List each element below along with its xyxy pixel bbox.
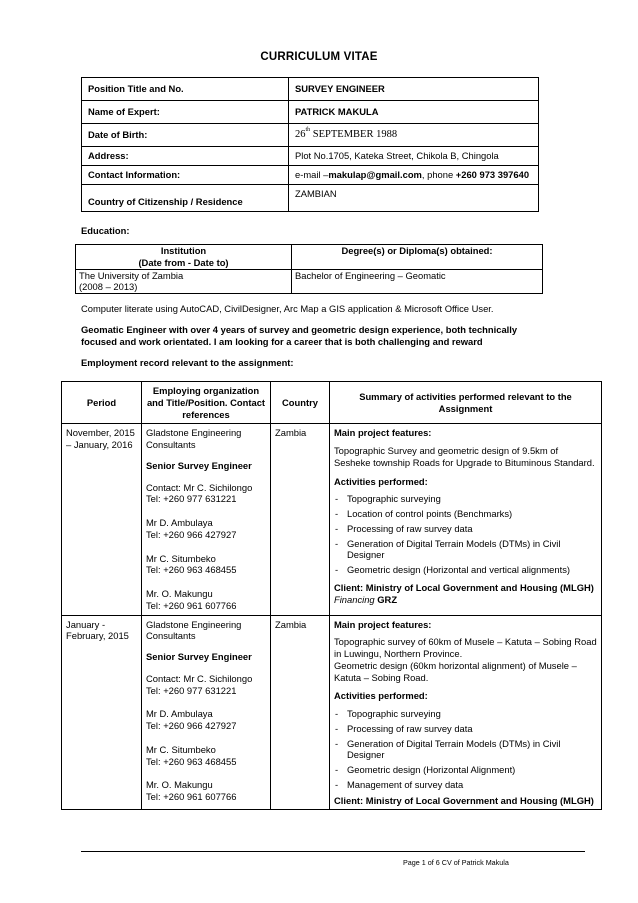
header-organization: Employing organization and Title/Position. Contact references xyxy=(142,382,271,424)
activity-item: - Processing of raw survey data xyxy=(334,723,597,735)
contact-reference xyxy=(146,744,266,768)
education-label: Education: xyxy=(81,225,130,236)
page-footer: Page 1 of 6 CV of Patrick Makula xyxy=(403,858,509,867)
employment-row xyxy=(62,615,602,810)
personal-info-table xyxy=(81,77,539,212)
contact-name: Contact: Mr C. Sichilongo xyxy=(146,481,253,493)
contact-name: Mr. O. Makungu xyxy=(146,779,213,791)
dob-day: 26 xyxy=(295,129,306,141)
activities-label: Activities performed: xyxy=(334,690,428,702)
feature-text: Topographic Survey and geometric design of 9.5km of Sesheke township Roads for Upgrade to Bituminous Standard. xyxy=(334,445,595,468)
contact-name: Mr. O. Makungu xyxy=(146,588,213,599)
activities-label: Activities performed: xyxy=(334,475,428,487)
info-value: SURVEY ENGINEER xyxy=(289,78,539,101)
employment-period: November, 2015 – January, 2016 xyxy=(62,424,142,615)
info-row-position xyxy=(82,78,539,101)
employment-label: Employment record relevant to the assignment: xyxy=(81,357,294,368)
contact-name: Mr D. Ambulaya xyxy=(146,517,213,528)
header-institution-line1: Institution xyxy=(160,245,207,256)
activity-item: - Geometric design (Horizontal Alignment) xyxy=(334,764,597,776)
activity-item: - Geometric design (Horizontal and vertical alignments) xyxy=(334,564,597,576)
contact-tel: Tel: +260 966 427927 xyxy=(146,528,237,540)
contact-reference xyxy=(146,673,266,697)
education-degree: Bachelor of Engineering – Geomatic xyxy=(292,269,543,294)
header-country: Country xyxy=(271,382,330,424)
info-row-contact xyxy=(82,166,539,185)
contact-reference xyxy=(146,482,266,506)
phone-prefix: , phone xyxy=(421,169,456,181)
education-row xyxy=(76,269,543,294)
position-title: Senior Survey Engineer xyxy=(146,459,252,471)
institution-name: The University of Zambia xyxy=(79,269,184,281)
info-value: ZAMBIAN xyxy=(289,185,539,212)
info-label: Position Title and No. xyxy=(82,78,289,101)
financing-value: GRZ xyxy=(377,593,398,605)
feature-text: Geometric design (60km horizontal alignment) of Musele – Katuta – Sobing Road. xyxy=(334,659,577,683)
position-title: Senior Survey Engineer xyxy=(146,651,252,662)
contact-name: Mr D. Ambulaya xyxy=(146,708,213,720)
info-row-dob xyxy=(82,124,539,147)
contact-reference xyxy=(146,708,266,732)
employment-period: January - February, 2015 xyxy=(62,615,142,810)
financing-line xyxy=(334,594,597,606)
info-row-name xyxy=(82,101,539,124)
employment-header-row xyxy=(62,382,602,424)
info-label: Address: xyxy=(82,147,289,166)
profile-summary: Geomatic Engineer with over 4 years of survey and geometric design experience, both technically focused and work orientated. I am looking for a career that is both challenging and reward xyxy=(81,324,518,347)
info-label: Name of Expert: xyxy=(82,101,289,124)
dob-month-year: SEPTEMBER 1988 xyxy=(310,129,398,141)
organization-name: Gladstone Engineering Consultants xyxy=(146,618,242,642)
contact-tel: Tel: +260 963 468455 xyxy=(146,755,237,767)
contact-tel: Tel: +260 977 631221 xyxy=(146,493,237,505)
employment-row xyxy=(62,424,602,615)
info-value: PATRICK MAKULA xyxy=(289,101,539,124)
employment-country: Zambia xyxy=(271,615,330,810)
info-label: Contact Information: xyxy=(82,166,289,185)
contact-tel: Tel: +260 961 607766 xyxy=(146,599,237,611)
client-text: Client: Ministry of Local Government and Housing (MLGH) xyxy=(334,581,594,593)
dob-suffix: th xyxy=(305,127,311,134)
footer-divider xyxy=(81,851,585,852)
organization-name: Gladstone Engineering Consultants xyxy=(146,427,242,450)
contact-name: Mr C. Situmbeko xyxy=(146,743,216,755)
header-period: Period xyxy=(62,382,142,424)
activity-item: - Generation of Digital Terrain Models (DTMs) in Civil Designer xyxy=(334,738,597,762)
features-label: Main project features: xyxy=(334,618,432,630)
employment-organization xyxy=(142,424,271,615)
info-label: Country of Citizenship / Residence xyxy=(82,185,289,212)
contact-reference xyxy=(146,553,266,577)
contact-reference xyxy=(146,779,266,803)
header-summary: Summary of activities performed relevant to the Assignment xyxy=(330,382,602,424)
employment-summary xyxy=(330,424,602,615)
activity-item: - Processing of raw survey data xyxy=(334,523,597,535)
email-prefix: e-mail – xyxy=(295,169,329,181)
education-header-row xyxy=(76,245,543,270)
info-label: Date of Birth: xyxy=(82,124,289,147)
contact-name: Mr C. Situmbeko xyxy=(146,552,216,564)
info-value xyxy=(289,124,539,147)
phone-number: +260 973 397640 xyxy=(455,169,530,181)
info-value: Plot No.1705, Kateka Street, Chikola B, Chingola xyxy=(289,147,539,166)
contact-name: Contact: Mr C. Sichilongo xyxy=(146,672,253,684)
info-value xyxy=(289,166,539,185)
activities-list xyxy=(334,708,597,791)
computer-literacy-text: Computer literate using AutoCAD, CivilDesigner, Arc Map a GIS application & Microsoft Office User. xyxy=(81,303,494,314)
education-header-degree: Degree(s) or Diploma(s) obtained: xyxy=(292,245,543,270)
employment-country: Zambia xyxy=(271,424,330,615)
contact-tel: Tel: +260 977 631221 xyxy=(146,684,237,696)
institution-dates: (2008 – 2013) xyxy=(79,281,138,293)
education-table xyxy=(75,244,543,294)
email-link[interactable]: makulap@gmail.com xyxy=(328,169,422,181)
education-institution xyxy=(76,269,292,294)
contact-tel: Tel: +260 963 468455 xyxy=(146,564,237,576)
employment-organization xyxy=(142,615,271,810)
financing-label: Financing xyxy=(334,593,375,605)
contact-tel: Tel: +260 961 607766 xyxy=(146,791,237,802)
info-row-citizenship xyxy=(82,185,539,212)
activity-item: - Topographic surveying xyxy=(334,493,597,505)
activity-item: - Topographic surveying xyxy=(334,708,597,720)
client-text: Client: Ministry of Local Government and Housing (MLGH) xyxy=(334,794,594,806)
activities-list xyxy=(334,493,597,576)
activity-item: - Generation of Digital Terrain Models (DTMs) in Civil Designer xyxy=(334,538,597,562)
features-label: Main project features: xyxy=(334,427,432,439)
header-institution-line2: (Date from - Date to) xyxy=(138,256,229,268)
employment-summary xyxy=(330,615,602,810)
page-title: CURRICULUM VITAE xyxy=(260,51,378,63)
activity-item: - Management of survey data xyxy=(334,779,597,791)
info-row-address xyxy=(82,147,539,166)
contact-reference xyxy=(146,517,266,541)
contact-tel: Tel: +260 966 427927 xyxy=(146,720,237,731)
contact-reference xyxy=(146,588,266,612)
employment-table xyxy=(61,381,602,810)
feature-text: Topographic survey of 60km of Musele – Katuta – Sobing Road in Luwingu, Northern Province. xyxy=(334,636,597,659)
education-header-institution xyxy=(76,245,292,270)
activity-item: - Location of control points (Benchmarks) xyxy=(334,508,597,520)
